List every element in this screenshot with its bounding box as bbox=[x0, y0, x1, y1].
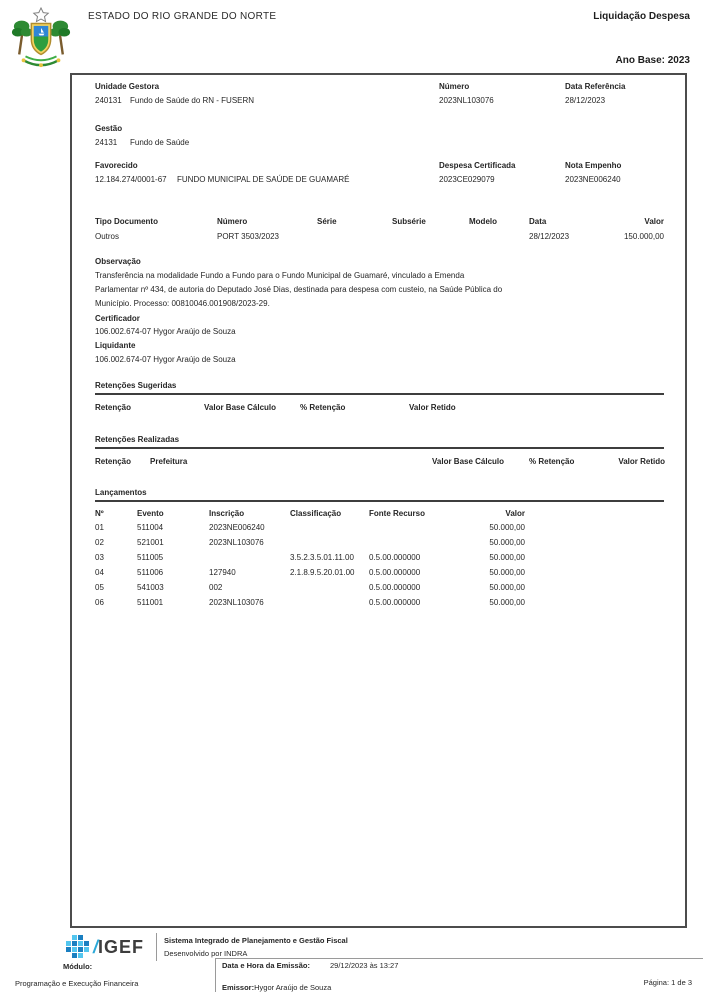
emissor-label: Emissor: bbox=[222, 983, 255, 992]
cell-fonte-recurso: 0.5.00.000000 bbox=[369, 598, 421, 607]
cell-data: 28/12/2023 bbox=[529, 232, 570, 241]
favorecido-name: FUNDO MUNICIPAL DE SAÚDE DE GUAMARÉ bbox=[177, 175, 350, 184]
organization-title: ESTADO DO RIO GRANDE DO NORTE bbox=[88, 11, 277, 22]
col-modelo: Modelo bbox=[469, 217, 497, 226]
col-evento: Evento bbox=[137, 509, 164, 518]
cell-tipo: Outros bbox=[95, 232, 120, 241]
system-name: Sistema Integrado de Planejamento e Gestão Fiscal bbox=[164, 936, 348, 945]
footer-divider bbox=[215, 958, 216, 992]
gestao-code: 24131 bbox=[95, 138, 118, 147]
certificador-label: Certificador bbox=[95, 314, 140, 323]
numero-label: Número bbox=[439, 82, 470, 91]
cell-classificacao: 3.5.2.3.5.01.11.00 bbox=[290, 553, 354, 562]
certificador-value: 106.002.674-07 Hygor Araújo de Souza bbox=[95, 327, 236, 336]
modulo-label: Módulo: bbox=[63, 962, 93, 971]
col-subserie: Subsérie bbox=[392, 217, 426, 226]
footer-divider bbox=[156, 933, 157, 961]
despesa-certificada-value: 2023CE029079 bbox=[439, 175, 495, 184]
cell-valor: 50.000,00 bbox=[489, 598, 525, 607]
footer-rule bbox=[215, 958, 703, 959]
gestao-name: Fundo de Saúde bbox=[130, 138, 190, 147]
cell-no: 05 bbox=[95, 583, 104, 592]
cell-evento: 541003 bbox=[137, 583, 164, 592]
liquidante-value: 106.002.674-07 Hygor Araújo de Souza bbox=[95, 355, 236, 364]
cell-valor: 50.000,00 bbox=[489, 553, 525, 562]
cell-no: 04 bbox=[95, 568, 104, 577]
sigef-logo-dots-icon bbox=[66, 935, 89, 958]
cell-evento: 511001 bbox=[137, 598, 164, 607]
unidade-gestora-name: Fundo de Saúde do RN - FUSERN bbox=[130, 96, 255, 105]
favorecido-label: Favorecido bbox=[95, 161, 138, 170]
cell-no: 06 bbox=[95, 598, 104, 607]
data-referencia-value: 28/12/2023 bbox=[565, 96, 606, 105]
cell-valor: 50.000,00 bbox=[489, 583, 525, 592]
observacao-label: Observação bbox=[95, 257, 141, 266]
developer: Desenvolvido por INDRA bbox=[164, 949, 248, 958]
col-data: Data bbox=[529, 217, 547, 226]
cell-inscricao: 2023NL103076 bbox=[209, 598, 264, 607]
col-fonte-recurso: Fonte Recurso bbox=[369, 509, 426, 518]
col-valor-base-calculo: Valor Base Cálculo bbox=[432, 457, 505, 466]
cell-valor: 50.000,00 bbox=[489, 523, 525, 532]
emissor-value: Hygor Araújo de Souza bbox=[254, 983, 332, 992]
cell-valor: 50.000,00 bbox=[489, 568, 525, 577]
lancamentos-title: Lançamentos bbox=[95, 488, 147, 497]
retencoes-sugeridas-title: Retenções Sugeridas bbox=[95, 381, 177, 390]
cell-inscricao: 002 bbox=[209, 583, 223, 592]
observacao-line: Município. Processo: 00810046.001908/2023-29. bbox=[95, 299, 270, 308]
data-referencia-label: Data Referência bbox=[565, 82, 626, 91]
cell-classificacao: 2.1.8.9.5.20.01.00 bbox=[290, 568, 355, 577]
unidade-gestora-label: Unidade Gestora bbox=[95, 82, 160, 91]
section-divider bbox=[95, 500, 664, 502]
cell-valor: 50.000,00 bbox=[489, 538, 525, 547]
cell-evento: 511006 bbox=[137, 568, 164, 577]
cell-inscricao: 2023NE006240 bbox=[209, 523, 265, 532]
col-classificacao: Classificação bbox=[290, 509, 342, 518]
page-indicator: Página: 1 de 3 bbox=[643, 978, 692, 987]
cell-evento: 511005 bbox=[137, 553, 164, 562]
emissao-value: 29/12/2023 às 13:27 bbox=[330, 961, 399, 970]
section-divider bbox=[95, 393, 664, 395]
liquidante-label: Liquidante bbox=[95, 341, 136, 350]
rn-coat-of-arms bbox=[10, 6, 72, 70]
cell-fonte-recurso: 0.5.00.000000 bbox=[369, 553, 421, 562]
col-serie: Série bbox=[317, 217, 337, 226]
document-body bbox=[70, 73, 687, 928]
cell-fonte-recurso: 0.5.00.000000 bbox=[369, 568, 421, 577]
cell-inscricao: 127940 bbox=[209, 568, 236, 577]
cell-evento: 521001 bbox=[137, 538, 164, 547]
col-tipo-documento: Tipo Documento bbox=[95, 217, 158, 226]
col-prefeitura: Prefeitura bbox=[150, 457, 188, 466]
col-valor: Valor bbox=[505, 509, 525, 518]
sigef-logo bbox=[66, 935, 144, 958]
sigef-logo-text bbox=[93, 938, 144, 956]
col-pct-retencao: % Retenção bbox=[300, 403, 346, 412]
col-numero-ordem: Nº bbox=[95, 509, 104, 518]
retencoes-realizadas-title: Retenções Realizadas bbox=[95, 435, 180, 444]
cell-inscricao: 2023NL103076 bbox=[209, 538, 264, 547]
despesa-certificada-label: Despesa Certificada bbox=[439, 161, 516, 170]
cell-evento: 511004 bbox=[137, 523, 164, 532]
sigef-logo-letters: IGEF bbox=[98, 936, 145, 957]
emissao-label: Data e Hora da Emissão: bbox=[222, 961, 310, 970]
col-valor-retido: Valor Retido bbox=[618, 457, 665, 466]
col-retencao: Retenção bbox=[95, 403, 132, 412]
favorecido-code: 12.184.274/0001-67 bbox=[95, 175, 167, 184]
col-valor: Valor bbox=[644, 217, 664, 226]
gestao-label: Gestão bbox=[95, 124, 123, 133]
col-valor-retido: Valor Retido bbox=[409, 403, 456, 412]
cell-no: 01 bbox=[95, 523, 104, 532]
ano-base: Ano Base: 2023 bbox=[615, 55, 690, 66]
modulo-value: Programação e Execução Financeira bbox=[15, 979, 139, 988]
col-inscricao: Inscrição bbox=[209, 509, 245, 518]
col-valor-base-calculo: Valor Base Cálculo bbox=[204, 403, 277, 412]
nota-empenho-value: 2023NE006240 bbox=[565, 175, 621, 184]
cell-numero: PORT 3503/2023 bbox=[217, 232, 279, 241]
cell-no: 03 bbox=[95, 553, 104, 562]
numero-value: 2023NL103076 bbox=[439, 96, 494, 105]
col-pct-retencao: % Retenção bbox=[529, 457, 575, 466]
cell-fonte-recurso: 0.5.00.000000 bbox=[369, 583, 421, 592]
report-title: Liquidação Despesa bbox=[593, 11, 690, 22]
nota-empenho-label: Nota Empenho bbox=[565, 161, 622, 170]
emissor-row bbox=[222, 977, 331, 994]
observacao-line: Transferência na modalidade Fundo a Fundo para o Fundo Municipal de Guamaré, vinculado a Emenda bbox=[95, 271, 465, 280]
cell-valor: 150.000,00 bbox=[623, 232, 664, 241]
col-numero: Número bbox=[217, 217, 248, 226]
observacao-line: Parlamentar nº 434, de autoria do Deputado José Dias, destinada para despesa com custeio, na Saúde Pública do bbox=[95, 285, 503, 294]
col-retencao: Retenção bbox=[95, 457, 132, 466]
cell-no: 02 bbox=[95, 538, 104, 547]
unidade-gestora-code: 240131 bbox=[95, 96, 122, 105]
section-divider bbox=[95, 447, 664, 449]
sigef-logo-slash: / bbox=[93, 936, 100, 957]
